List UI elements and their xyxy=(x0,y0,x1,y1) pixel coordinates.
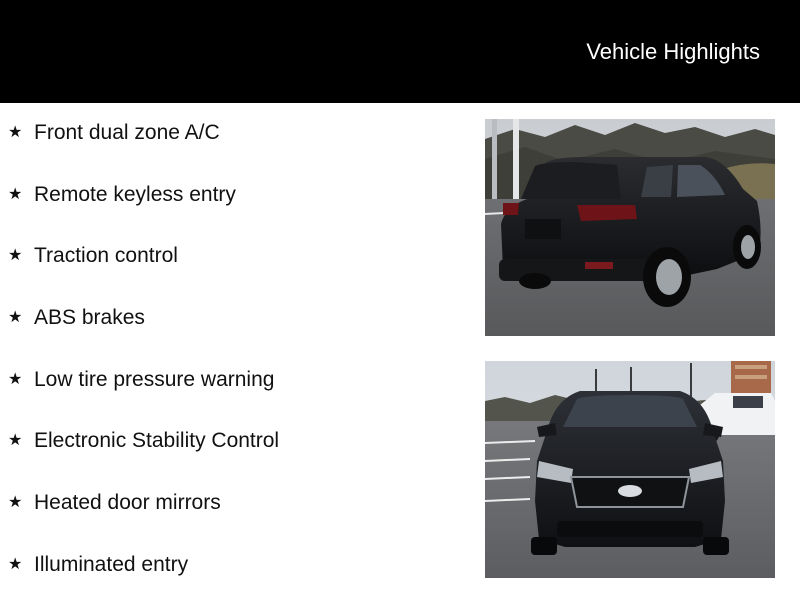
vehicle-front-image xyxy=(485,361,775,578)
feature-label: Remote keyless entry xyxy=(34,182,236,206)
feature-item xyxy=(8,180,468,242)
feature-item xyxy=(8,303,468,365)
feature-item xyxy=(8,118,468,180)
feature-list xyxy=(8,118,468,612)
vehicle-rear-image xyxy=(485,119,775,336)
star-icon: ★ xyxy=(8,185,23,203)
header-bar xyxy=(0,0,800,103)
star-icon: ★ xyxy=(8,432,23,450)
vehicle-photo-rear xyxy=(485,119,775,336)
star-icon: ★ xyxy=(8,124,23,141)
star-icon: ★ xyxy=(8,247,23,265)
feature-label: Electronic Stability Control xyxy=(34,429,280,453)
star-icon: ★ xyxy=(8,494,23,512)
feature-label: Heated door mirrors xyxy=(34,491,221,515)
star-icon: ★ xyxy=(8,309,23,327)
feature-label: Traction control xyxy=(34,244,178,268)
star-icon: ★ xyxy=(8,370,23,388)
vehicle-photo-front xyxy=(485,361,775,578)
feature-item xyxy=(8,426,468,488)
feature-label: ABS brakes xyxy=(34,306,145,330)
feature-item xyxy=(8,365,468,427)
feature-label: Illuminated entry xyxy=(34,552,189,576)
feature-item xyxy=(8,550,468,612)
feature-label: Low tire pressure warning xyxy=(34,367,275,391)
feature-item xyxy=(8,241,468,303)
feature-label: Front dual zone A/C xyxy=(34,121,220,144)
page-title: Vehicle Highlights xyxy=(586,39,760,64)
feature-item xyxy=(8,488,468,550)
star-icon: ★ xyxy=(8,555,23,573)
